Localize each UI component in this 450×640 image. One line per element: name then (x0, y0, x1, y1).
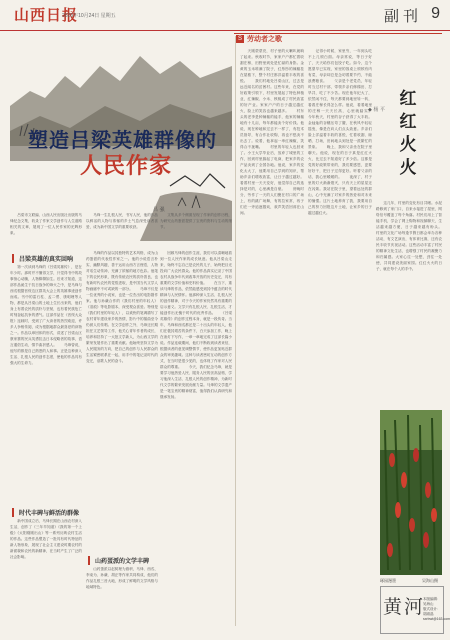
email-line: sxrbwt@163.com (423, 617, 450, 621)
column-tag-icon: S (237, 36, 242, 42)
body-text: 记得小时候，家里穷，一年到头吃不上几顿白面。母亲常说，等日子好了，天天给你们包饺子吃。如今，这个愿望早已实现，家里的饭桌上顿顿有肉有菜，母亲却总是念叨着要节约，不能浪费粮食。 父亲是个老党员，年轻时当过村干部，带领乡亲们修梯田、打旱井，吃了不少苦。现在他年纪大了，依然闲不住，每天都要到地里转一转，看看庄稼长得怎么样。他说，看着地里的庄稼一天天长高，心里就踏实。 今年秋天，村里的谷子获得了大丰收。金灿灿的谷穗压弯了腰，在秋风中轻轻摇曳，像是在向人们点头致意。乡亲们脸上洋溢着丰收的喜悦，忙着收割、晾晒、打场，田间地头到处是一派繁忙的景象。 晚上，我和父亲坐在院子里聊天。他说，现在的日子真是红红火火，比过去不知道好了多少倍。这都是党的好政策带来的，我们要感恩，更要好好干，把日子过得更好。听着父亲的话，我心里暖暖的。 夜深了，村子里的灯火渐渐熄灭，只有天上的星星还在闪烁。我站在院子里，望着远处的群山，心中充满了对家乡的热爱和对未来的憧憬。这片土地养育了我，我要用自己的努力回报这片土地，让家乡的日子越过越红火。 (308, 49, 372, 215)
body-column (10, 264, 82, 504)
body-text: 马烽一生扎根人民，书写人民，他的作品以鲜活的人物与浓郁的乡土气息深受读者喜爱，成为新中国文学的重要收获。 (86, 213, 158, 229)
subhead-1: 吕梁英雄的真实回响 (12, 254, 73, 263)
body-text: 文集从多个侧面呈现了作家的创作历程，为研究山药蛋派提供了宝贵的资料与生动的细节。 (160, 213, 232, 229)
issue-date: 2025年10月24日 星期五 (62, 13, 116, 19)
body-column (240, 48, 304, 628)
designer-line: 版式设计：胡淑晶 (423, 607, 441, 616)
column-divider (235, 36, 236, 626)
body-column (10, 212, 82, 242)
right-article-author: ◆ 杨 平 (368, 107, 386, 113)
body-text: 第一次读到马烽的《吕梁英雄传》，是在年少时。那时并不懂得文学，只觉得书中的故事惊心动魄，人物栩栩如生。后来才知道，这部作品诞生于抗日战争的烽火之中，是马烽与西戎根据晋绥边区群英大会上的英雄事迹创作而成。书中的雷石柱、孟二愣、康明理等人物，都是从吕梁山的土地上生长出来的，他们身上有着农民的质朴与坚韧，也有着民族危亡时刻奋起抗争的勇气。这部作品在《晋绥大众报》连载时，受到了广大读者的热烈欢迎，许多人争相传阅，成为根据地群众最喜爱的读物之一。作品以章回体的形式，讲述了吕梁山区康家寨的民兵英勇抗击日本侵略者的故事，语言通俗生动，情节曲折感人。 马烽曾说，他写的都是自己熟悉的人和事。正是这种深入生活、扎根人民的创作态度，使他的作品具有强大的生命力。 (10, 265, 82, 365)
masthead (0, 0, 450, 31)
body-text: 吕梁市文联编、山西人民出版社出版的马烽纪念文集，收录了作家文学创作与人生道路相关的文章，展现了一位人民作家的光辉形象。 (10, 213, 82, 235)
subhead-2: 时代丰碑与鲜活的群像 (12, 508, 79, 517)
body-text: 新中国成立后，马烽长期在山西农村深入生活，创作了《三年早知道》《我的第一个上级》《太阳刚刚出山》等一系列反映农村生活的作品。这些作品塑造了一批具有时代特征的新人物形象，展现了社会主义建设时期农村的新面貌和农民的新精神，在当时产生了广泛的社会影响。 (10, 519, 82, 559)
body-column (376, 200, 442, 405)
main-headline (28, 124, 248, 179)
editor-info (423, 597, 450, 622)
body-column (10, 518, 82, 630)
right-article-title: 红红火火 (399, 89, 417, 178)
body-text: 回顾马烽的创作生涯，我们可以清晰地看到一位人民作家的成长轨迹。他从吕梁山走来，始终不忘自己是农民的儿子，始终把目光投向广大农民群众。他的作品真实记录了中国农村从战争年代到改革开放的历史变迁，具有重要的文学价值和史料价值。 在当下，重读马烽的作品，依然能感受到其中蕴含的时代精神与人民情怀。他那种深入生活、扎根人民的创作精神，对于今天的作家仍然具有重要的启示意义。文学只有扎根人民、扎根生活，才能创作出无愧于时代的优秀作品。 《吕梁英雄传》的创作过程本身，就是一段传奇。当年，马烽和西戎都还是二十出头的年轻人，他们在极其艰苦的条件下，白天参加工作，晚上在油灯下写作，一章一章地完成了这部长篇小说。作品连载期间，他们不断收到读者来信，根据读者的意见调整情节，使作品更加贴近群众的审美趣味。这种与读者密切互动的创作方式，在当时是很少见的，也体现了作家对人民群众的尊重。 今天，我们纪念马烽，就是要学习他热爱人民、服务人民的崇高品格，学习他深入生活、扎根人民的创作精神，为新时代文学的繁荣发展贡献力量。马烽的文学遗产是一笔宝贵的精神财富，值得我们认真研究和继承发扬。 (160, 251, 232, 399)
body-text: 这几年，村里的变化有目共睹。水泥路修到了家门口，自来水接进了屋里，网络信号覆盖了每个角落。村民们用上了智能手机，学会了网上购物和视频聊天，生活越来越方便，日子越来越有盼头。 村里的文化广场每逢节假日都会举办各种活动，有文艺演出，有体育比赛，还有农民丰收节庆祝活动。这些活动丰富了村民的精神文化生活，也增强了村民的凝聚力和归属感。大家心往一处想，劲往一处使，共同建设美丽家园。红红火火的日子，就在每个人的手中。 (376, 201, 442, 271)
column-title: 劳动者之歌 (247, 36, 282, 43)
body-column (86, 250, 158, 550)
body-column (160, 212, 232, 242)
body-column (160, 250, 232, 630)
section-name: 副刊 (383, 7, 422, 25)
main-author: 吕 强 (153, 207, 165, 213)
pepper-photo (380, 410, 442, 575)
body-text: 天刚蒙蒙亮，村子里的大喇叭就响了起来。秋收时节，家家户户都忙着收割庄稼，田野里到处是忙碌的身影。金黄的玉米堆满了院子，红彤彤的辣椒挂在屋檐下，整个村庄都洋溢着丰收的喜悦。 我们村地处吕梁山区，过去是远近闻名的贫困村。这些年来，在党的好政策引领下，村里发展起了特色种植业，红辣椒、小米、核桃成了村民致富的好产业。家家户户的日子越过越红火，脸上的笑容也越来越多。 村东头的老李是种辣椒的能手，他家的辣椒地有十几亩，每年都能卖个好价钱。他说，现在种地和过去不一样了，有技术员指导，有合作社收购，再也不愁卖不出去了。说着，他拿起一串红辣椒，笑得合不拢嘴。 村里的年轻人也回来了。小王大学毕业后，放弃了城里的工作，回到村里搞起了电商，把家乡的农产品卖到了全国各地。他说，家乡的变化太大了，他要用自己学到的知识，帮助乡亲们增收致富，让日子越过越好。看着村里一天天变好，他觉得自己的选择是对的，心里满是自豪。 傍晚时分，劳作了一天的人们聚在村口的广场上，有的跳广场舞，有的拉家常，孩子们在一旁追逐嬉戏，欢声笑语回荡在山间。 (240, 49, 304, 215)
editor-line: 本版编辑：吴海山 (423, 597, 441, 606)
subhead-3: 山药蛋派的文学丰碑 (88, 556, 149, 565)
headline-line-1: 塑造吕梁英雄群像的 (28, 128, 217, 152)
body-column (86, 212, 158, 242)
body-column (86, 566, 158, 630)
photo-credit: 吴海山摄 (422, 578, 438, 583)
newspaper-logo: 山西日报 (14, 6, 79, 24)
supplement-footer (380, 586, 450, 634)
body-column (308, 48, 372, 628)
headline-line-2: 人民作家 (80, 153, 173, 179)
photo-caption: 琢园漫墨 (380, 578, 396, 583)
body-text: 马烽的作品以其独特的艺术风格，成为山药蛋派的代表性作家之一。他的小说语言朴实、幽默风趣，善于运用山西方言俚语，人物对话生动传神，充满了浓郁的地方色彩。他笔下的农民形象，既有传统农民的质朴善良，也有新时代农民的觉悟进取，是中国当代文学人物画廊中不可或缺的一部分。 马烽不仅是一位优秀的小说家，也是一位杰出的电影剧作家。他与孙谦合作的《我们村里的年轻人》《泪痕》等电影剧本，深受观众喜爱。特别是《我们村里的年轻人》，以欢快的笔调描写了农村青年建设家乡的热情，影片中的插曲至今仍被人们传唱。在文学创作之外，马烽还长期担任文艺领导工作，他关心青年作者的成长，培养和扶持了一大批文学新人，为山西文学的繁荣发展作出了重要贡献。他始终坚持文学为人民服务的方向，把自己的创作与人民群众的生活紧密联系在一起，用手中的笔记录时代的变迁，讴歌人民的奋斗。 (86, 251, 158, 363)
body-text: 山药蛋派以赵树理为旗帜，马烽、西戎、李束为、孙谦、胡正等作家共同构成，他们的作品扎根三晋大地，形成了鲜明的文学风格与地域特色。 (86, 567, 158, 589)
page-number: 9 (431, 5, 440, 22)
supplement-brand: 黄河 (383, 596, 426, 618)
